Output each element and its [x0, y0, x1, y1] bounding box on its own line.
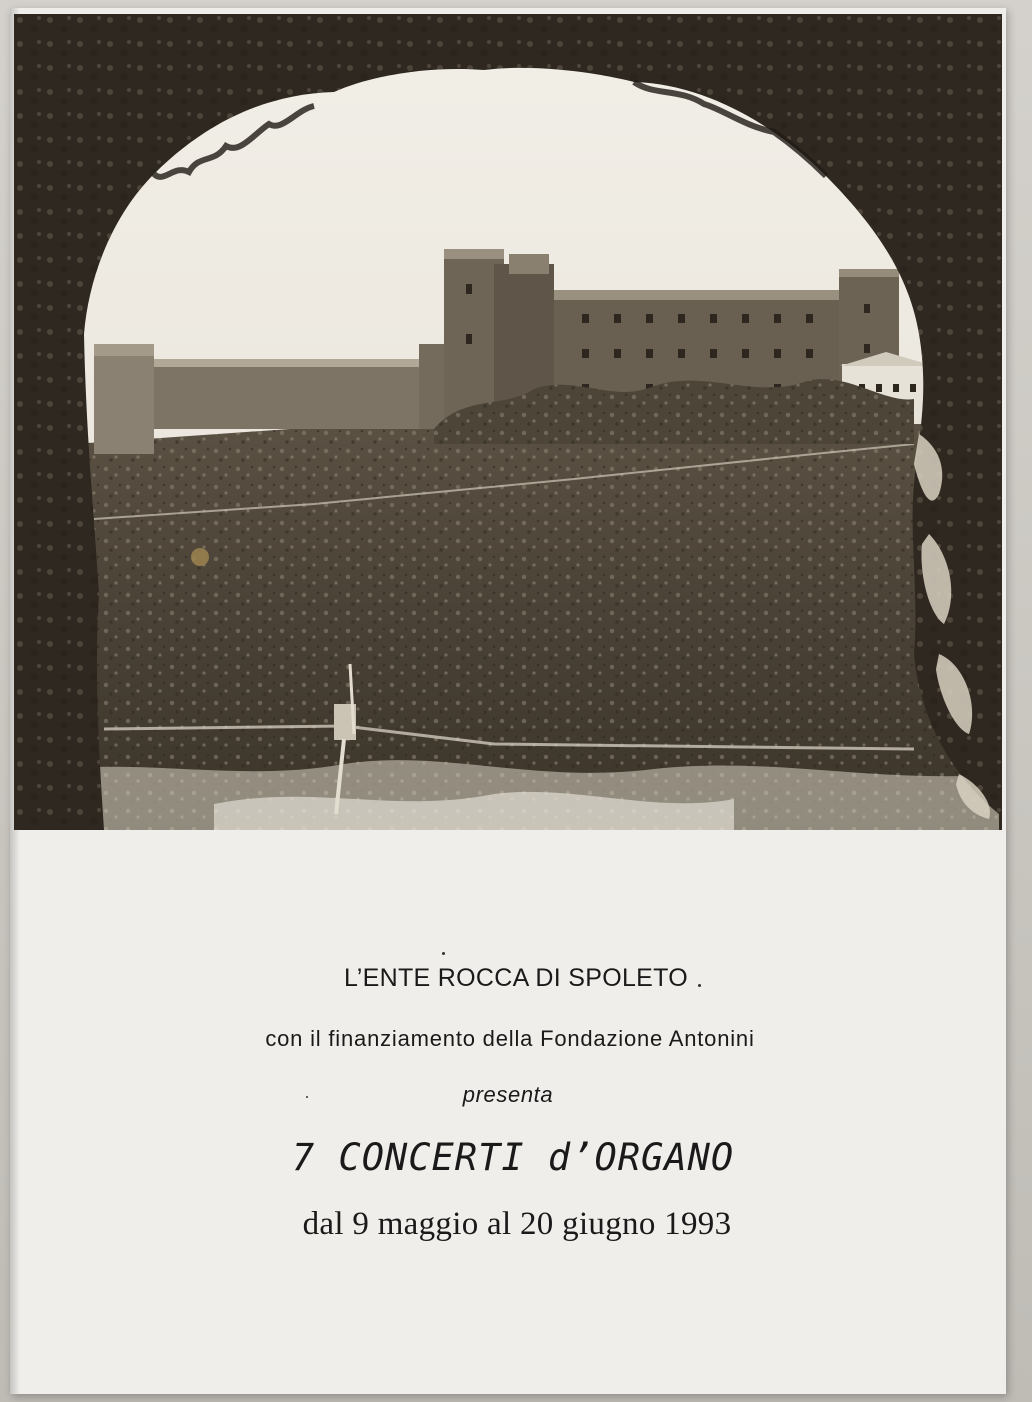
organizer-heading: L’ENTE ROCCA DI SPOLETO: [343, 964, 689, 992]
print-speck: [306, 1096, 308, 1098]
cover-text-block: [10, 830, 1006, 1394]
presents-line: presenta: [462, 1082, 554, 1107]
funding-line: con il finanziamento della Fondazione Antonini: [265, 1026, 755, 1051]
print-speck: [442, 952, 445, 955]
event-dates: dal 9 maggio al 20 giugno 1993: [302, 1206, 732, 1242]
booklet-cover: [10, 8, 1006, 1394]
print-speck: [698, 984, 701, 987]
event-title: 7 CONCERTI d’ORGANO: [291, 1136, 735, 1179]
cover-photo: [14, 14, 1002, 830]
fortress-through-arch-photo-icon: [14, 14, 1002, 830]
